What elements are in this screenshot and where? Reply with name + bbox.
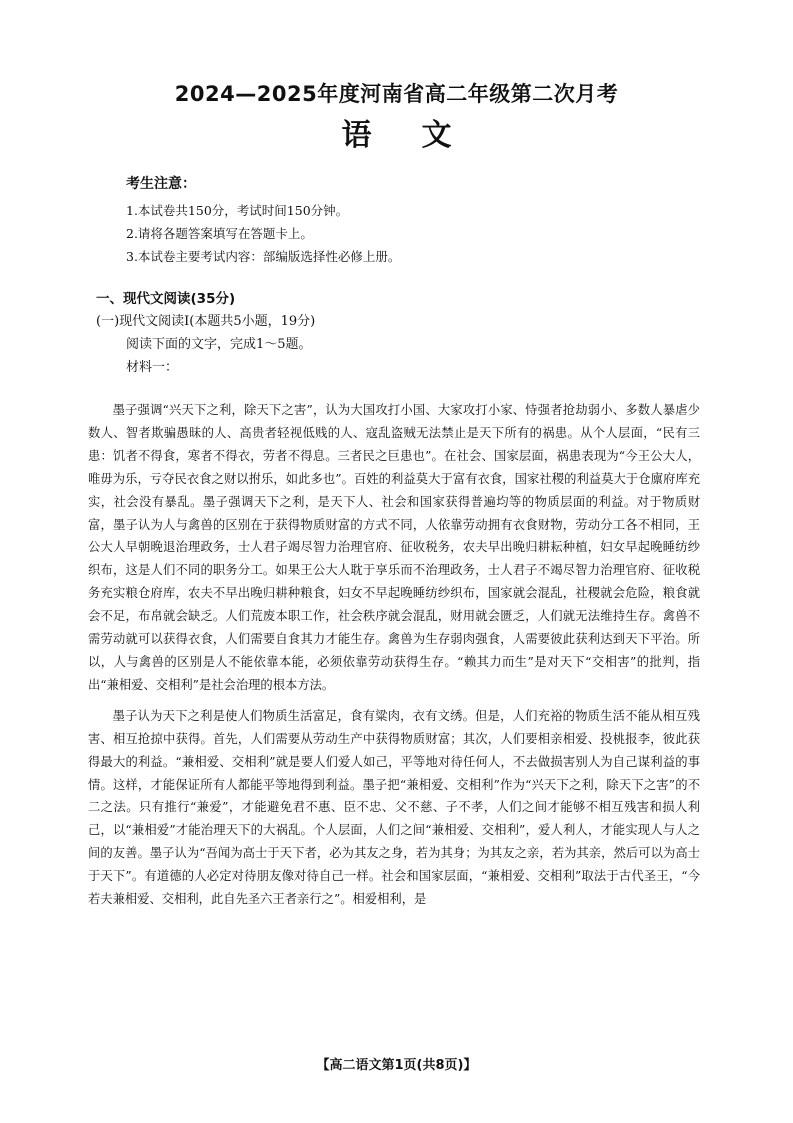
notice-heading: 考生注意： xyxy=(126,176,196,192)
notice-item: 1.本试卷共150分，考试时间150分钟。 xyxy=(126,203,349,218)
passage-paragraph: 墨子强调“兴天下之利，除天下之害”，认为大国攻打小国、大家攻打小家、恃强者抢劫弱小、多数人暴虐少数人、智者欺骗愚昧的人、高贵者轻视低贱的人、寇乱盗贼无法禁止是天下所有的祸患。从个人层面，“民有三患：饥者不得食，寒者不得衣，劳者不得息。三者民之巨患也”。在社会、国家层面，祸患表现为“今王公大人，唯毋为乐，亏夺民衣食之财以拊乐，如此多也”。百姓的利益莫大于富有衣食，国家社稷的利益莫大于仓廪府库充实，社会没有暴乱。墨子强调天下之利，是天下人、社会和国家获得普遍均等的物质层面的利益。对于物质财富，墨子认为人与禽兽的区别在于获得物质财富的方式不同，人依靠劳动拥有衣食财物，劳动分工各不相同，王公大人早朝晚退治理政务，士人君子竭尽智力治理官府、征收税务，农夫早出晚归耕耘种植，妇女早起晚睡纺纱织布，这是人们不同的职务分工。如果王公大人耽于享乐而不治理政务，士人君子不竭尽智力治理官府、征收税务充实粮仓府库，农夫不早出晚归耕种粮食，妇女不早起晚睡纺纱织布，国家就会混乱，社稷就会危险，粮食就会不足，布帛就会缺乏。人们荒废本职工作，社会秩序就会混乱，财用就会匮乏，人们就无法维持生存。禽兽不需劳动就可以获得衣食，人们需要自食其力才能生存。禽兽为生存弱肉强食，人需要彼此获利达到天下平治。所以，人与禽兽的区别是人不能依靠本能，必须依靠劳动获得生存。“赖其力而生”是对天下“交相害”的批判，指出“兼相爱、交相利”是社会治理的根本方法。 xyxy=(88,403,700,692)
candidate-notice xyxy=(126,174,686,268)
passage-paragraph: 墨子认为天下之利是使人们物质生活富足，食有粱肉，衣有文绣。但是，人们充裕的物质生活不能从相互残害、相互抢掠中获得。首先，人们需要从劳动生产中获得物质财富；其次，人们要相亲相爱、投桃报李，彼此获得最大的利益。“兼相爱、交相利”就是要人们爱人如己，平等地对待任何人，不去做损害别人为自己谋利益的事情。这样，才能保证所有人都能平等地得到利益。墨子把“兼相爱、交相利”作为“兴天下之利，除天下之害”的不二之法。只有推行“兼爱”，才能避免君不惠、臣不忠、父不慈、子不孝，人们之间才能够不相互残害和损人利己，以“兼相爱”才能治理天下的大祸乱。个人层面，人们之间“兼相爱、交相利”，爱人利人，才能实现人与人之间的友善。墨子认为“吾闻为高士于天下者，必为其友之身，若为其身；为其友之亲，若为其亲，然后可以为高士于天下”。有道德的人必定对待朋友像对待自己一样。社会和国家层面，“兼相爱、交相利”取法于古代圣王，“今若夫兼相爱、交相利，此自先圣六王者亲行之”。相爱相利，是 xyxy=(88,708,700,907)
notice-item: 2.请将各题答案填写在答题卡上。 xyxy=(126,226,313,241)
notice-item: 3.本试卷主要考试内容：部编版选择性必修上册。 xyxy=(126,249,401,264)
material-label: 材料一： xyxy=(126,360,179,375)
reading-section xyxy=(96,288,716,379)
reading-instruction: 阅读下面的文字，完成1～5题。 xyxy=(126,337,312,352)
section-heading: 一、现代文阅读(35分) xyxy=(96,291,236,307)
reading-passage xyxy=(88,399,700,911)
page-footer: 【高二语文第1页(共8页)】 xyxy=(316,1058,477,1073)
sub-section-heading: (一)现代文阅读Ⅰ(本题共5小题，19分) xyxy=(96,314,316,329)
subject-title: 语文 xyxy=(341,118,502,153)
exam-title: 2024—2025年度河南省高二年级第二次月考 xyxy=(174,82,619,106)
